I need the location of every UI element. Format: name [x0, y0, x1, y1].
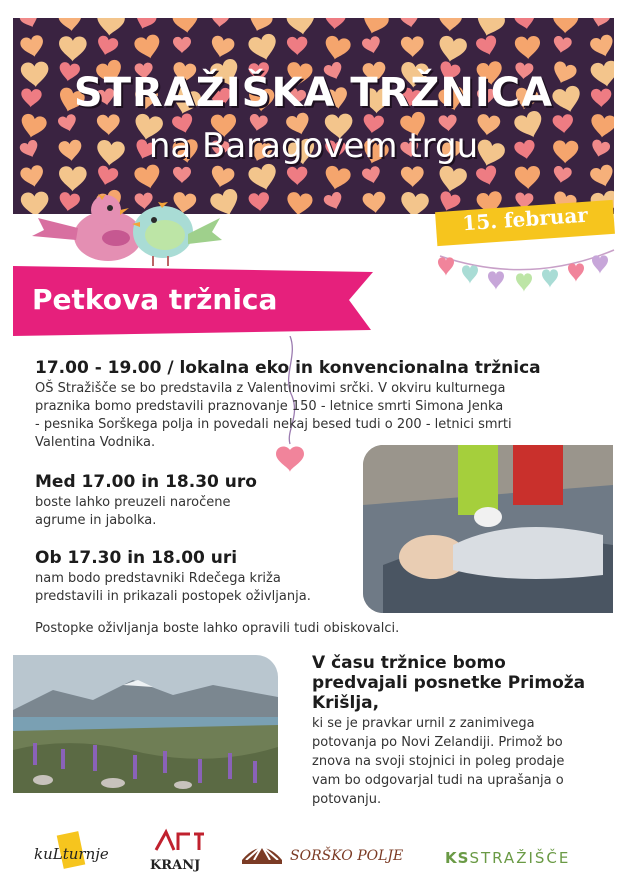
heart-shape [553, 18, 579, 34]
heart-shape [400, 18, 421, 29]
heading-line: Krišlja, [312, 693, 380, 713]
ks-prefix: KS [445, 849, 470, 867]
text-line: agrume in jabolka. [35, 513, 157, 528]
heart-shape [248, 192, 270, 213]
block5-heading [312, 653, 612, 713]
heart-shape [438, 18, 462, 32]
teal-bird-icon [132, 202, 222, 266]
heart-shape [95, 165, 119, 188]
hearts-pattern [13, 18, 614, 214]
text-line: vam bo odgovarjal tudi na uprašanja o [312, 773, 564, 788]
page-title: STRAŽIŠKA TRŽNICA [73, 70, 554, 116]
heart-shape [173, 37, 191, 53]
new-zealand-photo [13, 655, 278, 793]
heart-shape [475, 34, 500, 57]
heart-shape [59, 36, 87, 62]
heart-shape [209, 165, 236, 190]
heart-shape [95, 35, 119, 58]
ks-name: STRAŽIŠČE [469, 849, 571, 867]
kulturnice-logo-text: kuLturnje [34, 845, 109, 863]
bunting-heart [488, 271, 504, 290]
block5-text [312, 714, 612, 809]
text-line: - pesnika Sorškega polja in povedali nekaj besed tudi o 200 - letnici smrti [35, 417, 512, 432]
heart-shape [361, 35, 383, 55]
heart-shape [515, 36, 541, 60]
heart-shape [19, 164, 46, 189]
kranj-logo-text: KRANJ [150, 858, 201, 873]
heart-shape [172, 18, 200, 35]
heart-shape [322, 35, 351, 63]
birds-illustration [28, 188, 223, 268]
kranj-logo [150, 826, 212, 876]
event-date: 15. februar [461, 202, 589, 236]
page-subtitle: na Baragovem trgu [148, 126, 479, 166]
heart-shape [475, 164, 500, 187]
cpr-photo [363, 445, 613, 613]
heart-shape [362, 191, 387, 214]
hero-banner [13, 18, 614, 214]
heart-shape [58, 18, 83, 33]
block3-heading: Ob 17.30 in 18.00 uri [35, 548, 238, 568]
heart-shape [360, 18, 391, 37]
block3-text [35, 570, 355, 606]
heart-shape [173, 167, 191, 183]
heart-shape [285, 191, 313, 214]
heart-shape [95, 18, 125, 37]
section-title: Petkova tržnica [32, 283, 278, 316]
heart-shape [401, 36, 425, 58]
block4-text: Postopke oživljanja boste lahko opravili tudi obiskovalci. [35, 621, 400, 636]
bunting-heart [516, 273, 532, 292]
heart-shape [589, 33, 614, 60]
block1-heading: 17.00 - 19.00 / lokalna eko in konvencionalna tržnica [35, 358, 541, 378]
heart-shape [399, 191, 429, 214]
heart-shape [513, 18, 537, 31]
text-line: znova na svoji stojnici in poleg prodaje [312, 754, 565, 769]
sorsko-polje-logo [240, 840, 430, 870]
text-line: potovanja po Novi Zelandiji. Primož bo [312, 735, 563, 750]
bunting-decoration [438, 246, 618, 306]
block1-text [35, 380, 595, 452]
text-line: nam bodo predstavniki Rdečega križa [35, 571, 281, 586]
heart-shape [133, 33, 163, 61]
heart-shape [322, 165, 351, 193]
block2-text [35, 494, 345, 530]
text-line: praznika bomo predstavili praznovanje 150 - letnice smrti Simona Jenka [35, 399, 504, 414]
heart-shape [287, 37, 308, 56]
ks-strazisce-logo [445, 848, 605, 870]
text-line: Valentina Vodnika. [35, 435, 156, 450]
kulturnice-logo [32, 825, 122, 875]
text-line: OŠ Stražišče se bo predstavila z Valentinovimi srčki. V okviru kulturnega [35, 381, 506, 396]
pink-bird-icon [32, 194, 142, 261]
heart-shape [361, 165, 383, 185]
heart-shape [133, 18, 158, 32]
heart-shape [287, 167, 308, 186]
bunting-heart [438, 257, 454, 276]
text-line: predstavili in prikazali postopek oživljanja. [35, 589, 311, 604]
heart-shape [246, 18, 274, 35]
bunting-heart [542, 269, 558, 288]
text-line: potovanju. [312, 792, 382, 807]
heart-shape [589, 163, 614, 190]
heart-shape [322, 191, 345, 213]
bunting-heart [462, 265, 478, 284]
heart-shape [209, 35, 236, 60]
heart-shape [247, 162, 280, 193]
heart-shape [324, 18, 346, 30]
text-line: ki se je pravkar urnil z zanimivega [312, 716, 535, 731]
sorsko-polje-logo-text: SORŠKO POLJE [290, 848, 404, 864]
heart-shape [401, 166, 425, 188]
heart-shape [552, 35, 573, 54]
heart-shape [436, 35, 468, 65]
heart-shape [286, 18, 317, 37]
heart-shape [18, 18, 41, 30]
heart-shape [247, 32, 280, 63]
heading-line: V času tržnice bomo [312, 653, 506, 673]
heart-shape [515, 166, 541, 190]
text-line: boste lahko preuzeli naročene [35, 495, 231, 510]
heading-line: predvajali posnetke Primoža [312, 673, 586, 693]
bunting-heart [568, 263, 584, 282]
heart-shape [19, 34, 46, 59]
heart-shape [436, 165, 468, 195]
heart-shape [552, 165, 573, 184]
block2-heading: Med 17.00 in 18.30 uro [35, 472, 257, 492]
heart-shape [589, 18, 611, 29]
bunting-heart [592, 255, 608, 274]
heart-shape [210, 18, 229, 28]
